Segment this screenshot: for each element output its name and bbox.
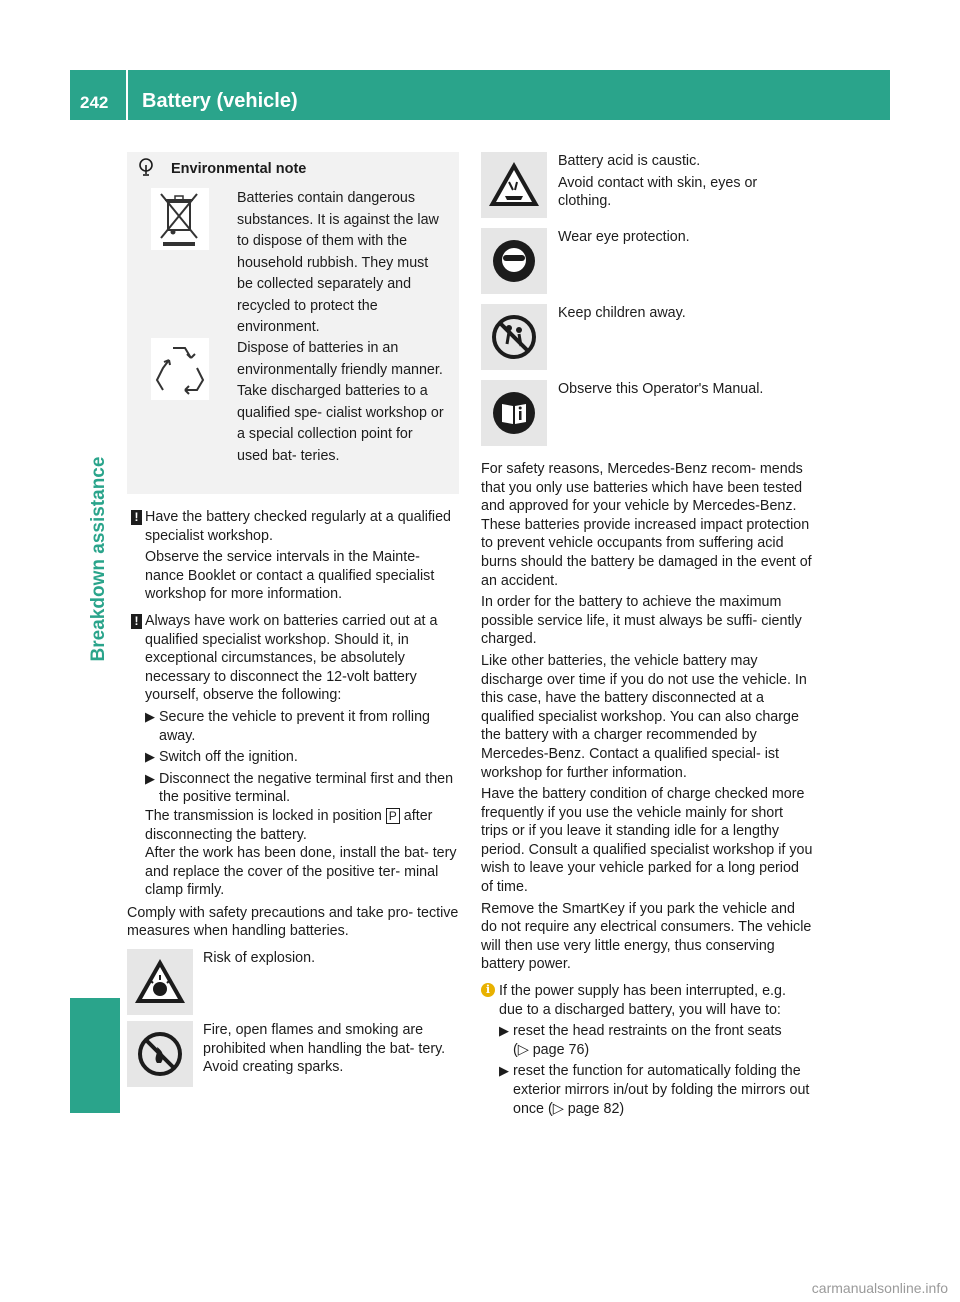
bullet-icon: ▶: [145, 749, 155, 765]
right-column: [481, 152, 813, 1118]
park-position-symbol: P: [386, 808, 400, 824]
page-reference-link[interactable]: (▷ page 76): [513, 1041, 590, 1058]
icon-text: Fire, open flames and smoking are prohibited when handling the bat- tery. Avoid creating sparks.: [203, 1022, 446, 1076]
page-header: [70, 70, 890, 120]
list-item: ▶ Switch off the ignition.: [145, 749, 298, 766]
paragraph: In order for the battery to achieve the maximum possible service life, it must always be suffi- ciently charged.: [481, 594, 802, 648]
list-item: ▶ Disconnect the negative terminal first and then the positive terminal.: [145, 770, 454, 806]
corrosive-warning: [481, 152, 813, 218]
eye-protection: [481, 228, 813, 294]
paragraph: Have the battery condition of charge checked more frequently if you use the vehicle mainly for short trips or if you leave it standing idle for a lengthy period. Consult a qualified specialist workshop if you wish to leave your vehicle parked for a long period of time.: [481, 786, 813, 896]
notice-subtext: Observe the service intervals in the Mainte- nance Booklet or contact a qualified specialist workshop for more information.: [145, 549, 435, 603]
env-item-text: Dispose of batteries in an environmentally friendly manner. Take discharged batteries to a qualified spe- cialist workshop or a special collection point for used bat- teries.: [237, 340, 444, 464]
no-fire-warning: [127, 1021, 459, 1087]
notice-battery-check: [127, 508, 459, 545]
env-item-text: Batteries contain dangerous substances. It is against the law to dispose of them with the household rubbish. They must be collected separately and recycled to protect the environment.: [237, 190, 439, 335]
section-marker: [70, 998, 120, 1113]
icon-text: Avoid contact with skin, eyes or clothing.: [558, 174, 758, 210]
section-label: Breakdown assistance: [88, 456, 109, 662]
info-note: [481, 982, 813, 1019]
bullet-icon: ▶: [145, 708, 155, 724]
warning-exclamation-icon: !: [131, 510, 142, 525]
list-item: ▶ reset the function for automatically folding the exterior mirrors in/out by folding the mirrors out once (▷ page 82): [499, 1063, 810, 1117]
list-item: ▶ reset the head restraints on the front seats (▷ page 76): [499, 1023, 782, 1058]
left-column: [127, 152, 459, 1087]
operators-manual-icon: [481, 380, 547, 446]
explosion-warning: [127, 949, 459, 1015]
crossed-bin-icon: [151, 188, 209, 250]
comply-paragraph: Comply with safety precautions and take pro- tective measures when handling batteries.: [127, 904, 459, 940]
page-title: Battery (vehicle): [142, 90, 298, 112]
paragraph: Remove the SmartKey if you park the vehicle and do not require any electrical consumers. The vehicle will then use very little energy, thus conserving battery power.: [481, 900, 812, 973]
watermark: carmanualsonline.info: [811, 1280, 948, 1296]
section-sidebar: [70, 120, 120, 998]
corrosive-warning-icon: [481, 152, 547, 218]
explosion-warning-icon: [127, 949, 193, 1015]
paragraph: For safety reasons, Mercedes-Benz recom- mends that you only use batteries which have been tested and approved for your vehicle by Mercedes-Benz. These batteries provide increased impact protection to prevent vehicle occupants from suffering acid burns should the battery be damaged in the event of an accident.: [481, 461, 812, 589]
keep-children-away-icon: [481, 304, 547, 370]
icon-text: Battery acid is caustic.: [558, 153, 701, 169]
environmental-note-box: [127, 152, 459, 494]
environmental-note-title: Environmental note: [171, 161, 307, 177]
info-icon: i: [481, 983, 495, 997]
info-text: If the power supply has been interrupted, e.g. due to a discharged battery, you will have to:: [499, 983, 786, 1018]
warning-exclamation-icon: !: [131, 614, 142, 629]
icon-text: Observe this Operator's Manual.: [558, 381, 764, 397]
bullet-icon: ▶: [499, 1063, 509, 1079]
keep-children-away: [481, 304, 813, 370]
reinstall-note: After the work has been done, install the bat- tery and replace the cover of the positive ter- minal clamp firmly.: [145, 845, 457, 899]
bullet-icon: ▶: [499, 1023, 509, 1039]
list-item: ▶ Secure the vehicle to prevent it from rolling away.: [145, 708, 430, 744]
transmission-note: The transmission is locked in position P after disconnecting the battery.: [145, 807, 433, 843]
notice-text: Always have work on batteries carried out at a qualified specialist workshop. Should it, in exceptional circumstances, be absolutely necessary to disconnect the 12-volt battery yourself, observe the following:: [145, 612, 438, 704]
recycle-icon: [151, 338, 209, 400]
icon-text: Keep children away.: [558, 305, 686, 321]
icon-text: Risk of explosion.: [203, 950, 316, 967]
eye-protection-icon: [481, 228, 547, 294]
icon-text: Wear eye protection.: [558, 229, 690, 245]
paragraph: Like other batteries, the vehicle battery may discharge over time if you do not use the vehicle. In this case, have the battery disconnected at a qualified specialist workshop. You can also charge the battery with a charger recommended by Mercedes-Benz. Contact a qualified special- ist workshop for further information.: [481, 652, 807, 781]
notice-text: Have the battery checked regularly at a qualified specialist workshop.: [145, 509, 451, 544]
no-fire-icon: [127, 1021, 193, 1087]
bullet-icon: ▶: [145, 770, 155, 786]
lightbulb-icon: [137, 158, 155, 178]
notice-qualified-workshop: [127, 612, 459, 705]
page-reference-link[interactable]: (▷ page 82): [548, 1100, 625, 1117]
operators-manual: [481, 380, 813, 446]
header-divider: [126, 70, 128, 120]
page-number: 242: [80, 93, 109, 112]
